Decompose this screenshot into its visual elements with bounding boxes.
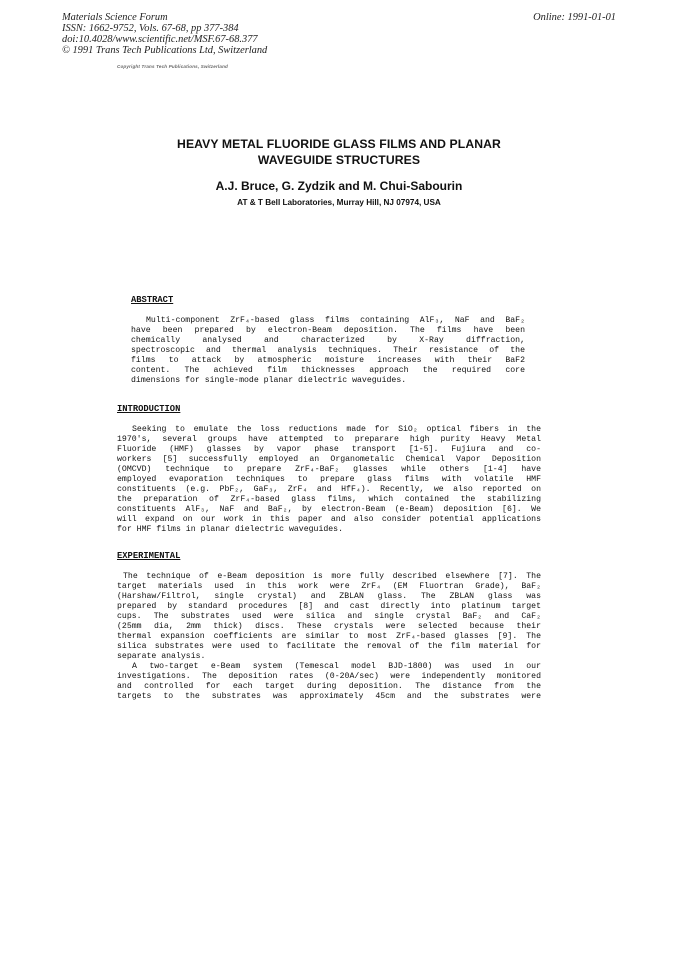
exp-line: prepared by standard procedures [8] and cast directly into platinum target: [117, 602, 541, 611]
title-line-1: HEAVY METAL FLUORIDE GLASS FILMS AND PLANAR: [177, 137, 501, 151]
exp-line: separate analysis.: [117, 652, 206, 661]
intro-line: constituents (e.g. PbF₂, GaF₃, ZrF₄ and HfF₄). Recently, we also reported on: [117, 485, 541, 494]
exp-line: and controlled for each target during deposition. The distance from the: [117, 682, 541, 691]
exp-line: investigations. The deposition rates (0-20A/sec) were independently monitored: [117, 672, 541, 681]
journal-header: [62, 12, 267, 56]
abstract-line: content. The achieved film thicknesses approach the required core: [131, 366, 525, 375]
online-date: Online: 1991-01-01: [533, 12, 616, 23]
abstract-body: [131, 316, 525, 386]
intro-line: employed evaporation techniques to prepare glass films with volatile HMF: [117, 475, 541, 484]
exp-line: (Harshaw/Filtrol, single crystal) and ZBLAN glass. The ZBLAN glass was: [117, 592, 541, 601]
abstract-line: chemically analysed and characterized by X-Ray diffraction,: [131, 336, 525, 345]
intro-line: will expand on our work in this paper and also consider potential applications: [117, 515, 541, 524]
paper-title: [100, 137, 578, 168]
doi-link[interactable]: doi:10.4028/www.scientific.net/MSF.67-68.377: [62, 34, 258, 45]
exp-line: A two-target e-Beam system (Temescal model BJD-1800) was used in our: [132, 662, 541, 671]
exp-line: The technique of e-Beam deposition is more fully described elsewhere [7]. The: [123, 572, 541, 581]
exp-line: targets to the substrates was approximately 45cm and the substrates were: [117, 692, 541, 701]
faint-copyright-stamp: Copyright Trans Tech Publications, Switzerland: [117, 64, 228, 69]
exp-line: thermal expansion coefficients are similar to most ZrF₄-based glasses [9]. The: [117, 632, 541, 641]
intro-line: 1970's, several groups have attempted to preparare high purity Heavy Metal: [117, 435, 541, 444]
journal-name: Materials Science Forum: [62, 12, 168, 23]
abstract-line: have been prepared by electron-Beam deposition. The films have been: [131, 326, 525, 335]
intro-line: workers [5] successfully employed an Organometalic Chemical Vapor Deposition: [117, 455, 541, 464]
copyright-line: © 1991 Trans Tech Publications Ltd, Switzerland: [62, 45, 268, 56]
exp-line: silica substrates were used to facilitate the removal of the film material for: [117, 642, 541, 651]
intro-line: Seeking to emulate the loss reductions made for SiO₂ optical fibers in the: [132, 425, 541, 434]
intro-line: constituents AlF₃, NaF and BaF₂, by electron-Beam (e-Beam) deposition [6]. We: [117, 505, 541, 514]
exp-line: cups. The substrates used were silica and single crystal BaF₂ and CaF₂: [117, 612, 541, 621]
introduction-body: [117, 425, 541, 535]
intro-line: (OMCVD) technique to prepare ZrF₄-BaF₂ glasses while others [1-4] have: [117, 465, 541, 474]
intro-line: the preparation of ZrF₄-based glass films, which contained the stabilizing: [117, 495, 541, 504]
experimental-body: [117, 572, 541, 702]
exp-line: target materials used in this work were ZrF₄ (EM Fluortran Grade), BaF₂: [117, 582, 541, 591]
paper-authors: A.J. Bruce, G. Zydzik and M. Chui-Sabourin: [215, 179, 463, 193]
introduction-heading: INTRODUCTION: [117, 404, 181, 414]
abstract-line: dimensions for single-mode planar dielectric waveguides.: [131, 376, 407, 385]
abstract-line: Multi-component ZrF₄-based glass films containing AlF₃, NaF and BaF₂: [146, 316, 525, 325]
title-line-2: WAVEGUIDE STRUCTURES: [257, 152, 421, 167]
intro-line: Fluoride (HMF) glasses by vapor phase transport [1-5]. Fujiura and co-: [117, 445, 541, 454]
abstract-heading: ABSTRACT: [131, 295, 174, 305]
abstract-line: spectroscopic and thermal analysis techniques. Their resistance of the: [131, 346, 525, 355]
issn-line: ISSN: 1662-9752, Vols. 67-68, pp 377-384: [62, 23, 239, 34]
exp-line: (25mm dia, 2mm thick) discs. These crystals were selected because their: [117, 622, 541, 631]
intro-line: for HMF films in planar dielectric waveguides.: [117, 525, 344, 534]
author-affiliation: AT & T Bell Laboratories, Murray Hill, NJ 07974, USA: [237, 198, 441, 207]
abstract-line: films to attack by atmospheric moisture increases with their BaF2: [131, 356, 525, 365]
experimental-heading: EXPERIMENTAL: [117, 551, 181, 561]
